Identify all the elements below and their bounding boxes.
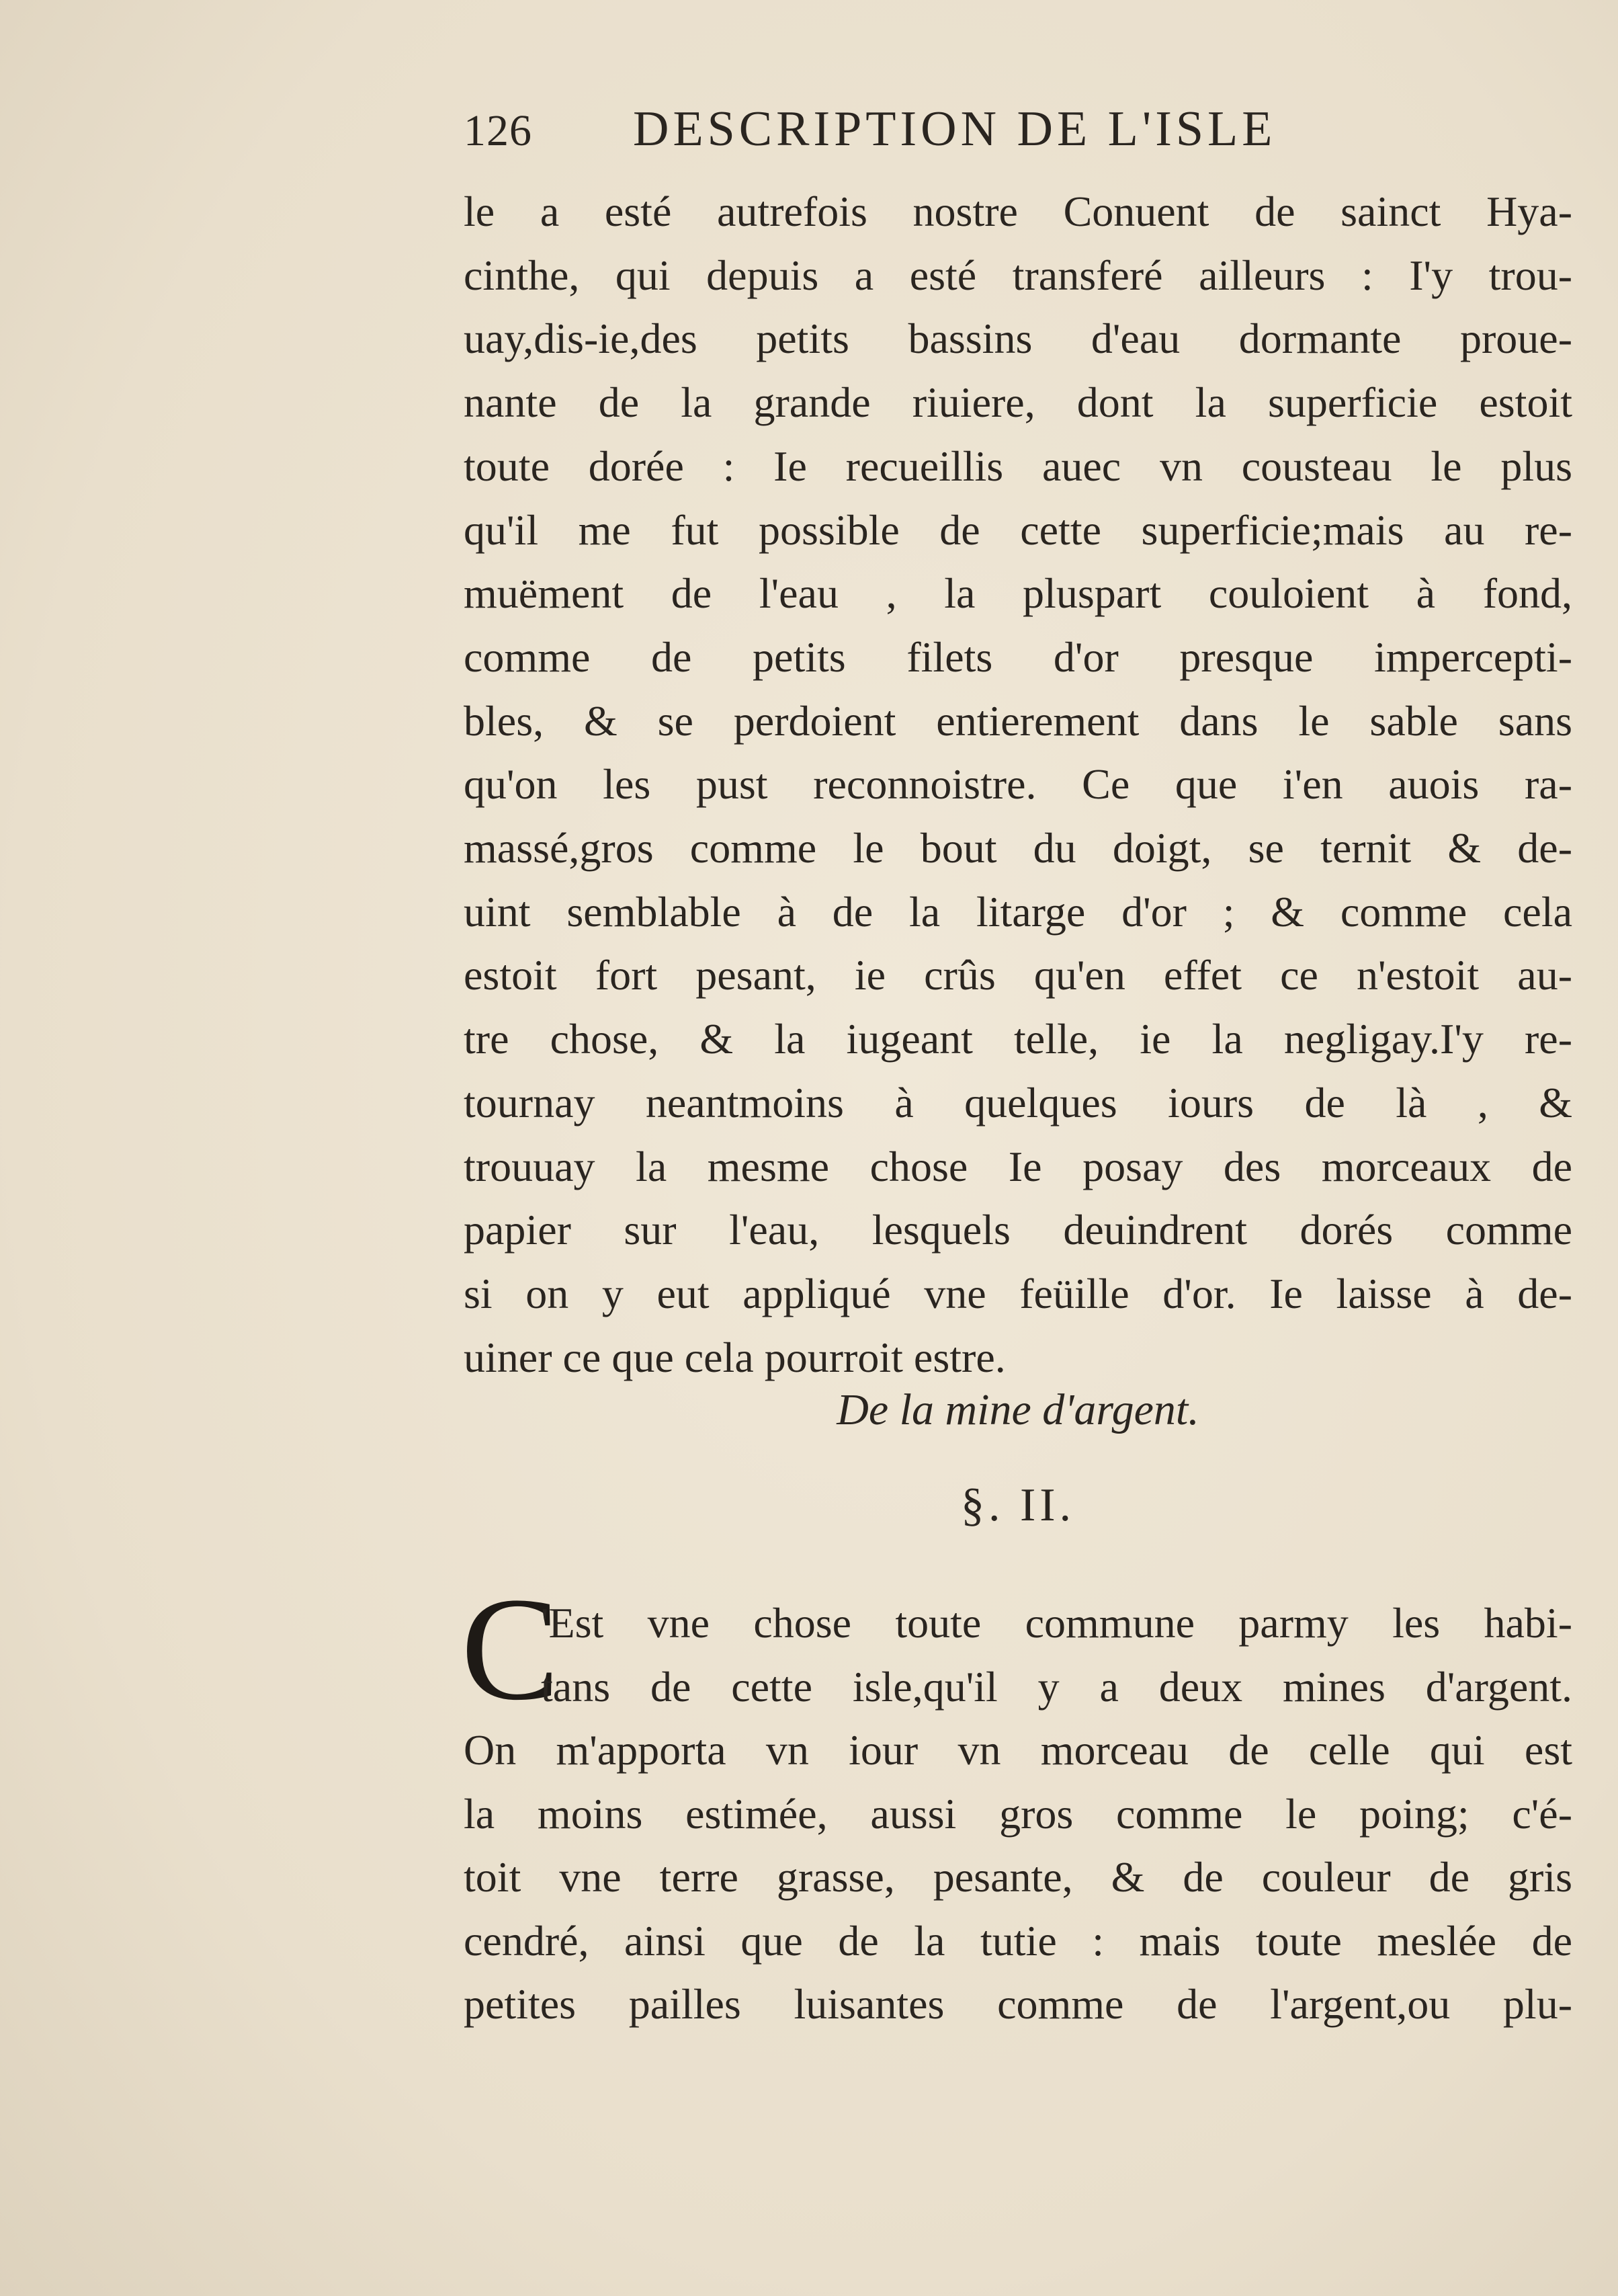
drop-cap: C	[461, 1567, 560, 1731]
section-title: De la mine d'argent.	[837, 1385, 1199, 1434]
text-line: cinthe, qui depuis a esté transferé ailleurs : I'y trou-	[464, 251, 1572, 299]
text-line: On m'apporta vn iour vn morceau de celle qui est	[464, 1726, 1572, 1774]
text-line: muëment de l'eau , la pluspart couloient à fond,	[464, 569, 1572, 618]
text-line: toute dorée : Ie recueillis auec vn cousteau le plus	[464, 442, 1572, 490]
section-number: §. II.	[960, 1479, 1076, 1531]
text-line: tans de cette isle,qu'il y a deux mines d'argent.	[541, 1662, 1572, 1711]
text-line: tre chose, & la iugeant telle, ie la negligay.I'y re-	[464, 1015, 1572, 1063]
text-line: toit vne terre grasse, pesante, & de couleur de gris	[464, 1853, 1572, 1901]
text-line: qu'on les pust reconnoistre. Ce que i'en auois ra-	[464, 760, 1572, 809]
text-line: 'Est vne chose toute commune parmy les habi-	[541, 1599, 1572, 1647]
text-line: petites pailles luisantes comme de l'argent,ou plu-	[464, 1980, 1572, 2028]
text-line: la moins estimée, aussi gros comme le poing; c'é-	[464, 1789, 1572, 1838]
text-line: bles, & se perdoient entierement dans le sable sans	[464, 696, 1572, 745]
page-header	[464, 101, 1458, 161]
text-line: uiner ce que cela pourroit estre.	[464, 1333, 1006, 1381]
page-number: 126	[464, 106, 532, 155]
text-line: uay,dis-ie,des petits bassins d'eau dormante proue-	[464, 315, 1572, 363]
text-line: papier sur l'eau, lesquels deuindrent dorés comme	[464, 1206, 1572, 1254]
text-line: le a esté autrefois nostre Conuent de sainct Hya-	[464, 188, 1572, 235]
text-line: massé,gros comme le bout du doigt, se ternit & de-	[464, 824, 1572, 872]
text-line: tournay neantmoins à quelques iours de là , &	[464, 1078, 1572, 1126]
text-line: qu'il me fut possible de cette superficie;mais au re-	[464, 505, 1572, 554]
text-line: uint semblable à de la litarge d'or ; & comme cela	[464, 887, 1572, 936]
text-line: comme de petits filets d'or presque impercepti-	[464, 632, 1572, 681]
paragraph-2	[464, 1592, 1572, 2037]
text-line: nante de la grande riuiere, dont la superficie estoit	[464, 378, 1572, 427]
text-line: trouuay la mesme chose Ie posay des morceaux de	[464, 1142, 1572, 1190]
text-line: cendré, ainsi que de la tutie : mais toute meslée de	[464, 1916, 1572, 1965]
running-head: DESCRIPTION DE L'ISLE	[633, 101, 1277, 157]
text-line: si on y eut appliqué vne feüille d'or. Ie laisse à de-	[464, 1269, 1572, 1317]
text-line: estoit fort pesant, ie crûs qu'en effet ce n'estoit au-	[464, 951, 1572, 999]
paragraph-1	[464, 180, 1572, 1389]
